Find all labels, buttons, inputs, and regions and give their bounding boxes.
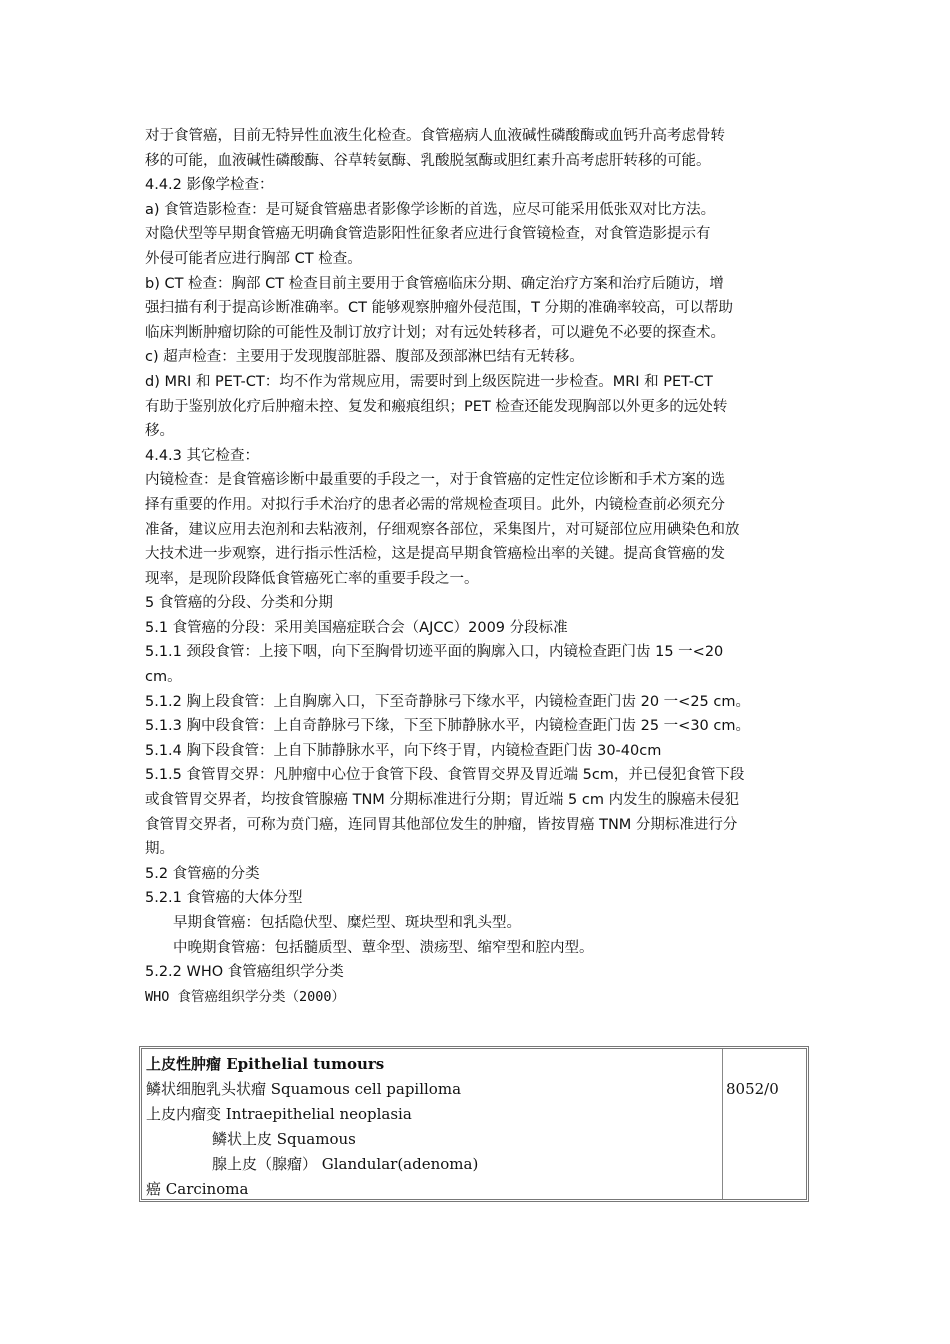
section-heading: 4.4.2 影像学检查：	[145, 177, 274, 194]
body-line: 5.1.2 胸上段食管：上自胸廓入口，下至奇静脉弓下缘水平，内镜检查距门齿 20 一<25 cm。	[145, 693, 750, 710]
table-cell-code	[726, 1152, 806, 1177]
column-divider	[722, 1049, 723, 1199]
body-line: a) 食管造影检查：是可疑食管癌患者影像学诊断的首选，应尽可能采用低张双对比方法。	[145, 201, 716, 218]
section-heading: 5.2.2 WHO 食管癌组织学分类	[145, 964, 344, 981]
body-line: 有助于鉴别放化疗后肿瘤未控、复发和瘢痕组织；PET 检查还能发现胸部以外更多的远处转	[145, 398, 728, 415]
body-line: 早期食管癌：包括隐伏型、糜烂型、斑块型和乳头型。	[173, 915, 521, 931]
table-cell-label: 腺上皮（腺瘤） Glandular(adenoma)	[212, 1155, 479, 1173]
body-line: 内镜检查：是食管癌诊断中最重要的手段之一，对于食管癌的定性定位诊断和手术方案的选	[145, 472, 725, 489]
body-line: 5.1.4 胸下段食管：上自下肺静脉水平，向下终于胃，内镜检查距门齿 30-40cm	[145, 742, 662, 759]
who-classification-table	[139, 1046, 809, 1202]
body-line: 择有重要的作用。对拟行手术治疗的患者必需的常规检查项目。此外，内镜检查前必须充分	[145, 496, 725, 513]
body-line: 或食管胃交界者，均按食管腺癌 TNM 分期标准进行分期；胃近端 5 cm 内发生的腺癌未侵犯	[145, 792, 740, 809]
body-line: 大技术进一步观察，进行指示性活检，这是提高早期食管癌检出率的关键。提高食管癌的发	[145, 546, 725, 563]
section-heading: 4.4.3 其它检查：	[145, 447, 260, 464]
body-line: 移。	[145, 423, 174, 440]
body-line: 中晚期食管癌：包括髓质型、蕈伞型、溃疡型、缩窄型和腔内型。	[173, 939, 594, 956]
body-line: 移的可能，血液碱性磷酸酶、谷草转氨酶、乳酸脱氢酶或胆红素升高考虑肝转移的可能。	[145, 152, 711, 169]
section-heading: 5.2.1 食管癌的大体分型	[145, 890, 303, 907]
table-cell-code	[726, 1102, 806, 1127]
body-line: 强扫描有利于提高诊断准确率。CT 能够观察肿瘤外侵范围，T 分期的准确率较高，可以帮助	[145, 300, 734, 317]
table-code-column	[726, 1052, 806, 1202]
body-line: 准备，建议应用去泡剂和去粘液剂，仔细观察各部位，采集图片，对可疑部位应用碘染色和放	[145, 521, 740, 538]
body-line: 期。	[145, 841, 174, 858]
body-line: 现率，是现阶段降低食管癌死亡率的重要手段之一。	[145, 570, 479, 587]
body-line: 对于食管癌，目前无特异性血液生化检查。食管癌病人血液碱性磷酸酶或血钙升高考虑骨转	[145, 128, 725, 144]
body-line: 对隐伏型等早期食管癌无明确食管造影阳性征象者应进行食管镜检查，对食管造影提示有	[145, 226, 711, 243]
body-line: 5.1.5 食管胃交界：凡肿瘤中心位于食管下段、食管胃交界及胃近端 5cm，并已侵犯食管下段	[145, 767, 745, 784]
table-cell-label: 癌 Carcinoma	[146, 1180, 249, 1198]
table-cell-code: 8052/0	[726, 1080, 779, 1098]
document-body	[145, 124, 810, 1009]
body-line: 5.1.1 颈段食管：上接下咽，向下至胸骨切迹平面的胸廓入口，内镜检查距门齿 15 一<20	[145, 644, 724, 661]
table-cell-label: 上皮性肿瘤 Epithelial tumours	[146, 1055, 385, 1073]
body-line: 食管胃交界者，可称为贲门癌，连同胃其他部位发生的肿瘤，皆按胃癌 TNM 分期标准进行分	[145, 816, 738, 833]
body-line: c) 超声检查：主要用于发现腹部脏器、腹部及颈部淋巴结有无转移。	[145, 349, 584, 366]
table-cell-code	[726, 1177, 806, 1202]
table-label-column	[146, 1052, 720, 1202]
body-line: d) MRI 和 PET-CT：均不作为常规应用，需要时到上级医院进一步检查。MRI 和 PET-CT	[145, 373, 713, 390]
table-cell-label: 上皮内瘤变 Intraepithelial neoplasia	[146, 1105, 412, 1123]
body-line: b) CT 检查：胸部 CT 检查目前主要用于食管癌临床分期、确定治疗方案和治疗后随访，增	[145, 275, 724, 292]
body-line: 临床判断肿瘤切除的可能性及制订放疗计划；对有远处转移者，可以避免不必要的探查术。	[145, 324, 725, 341]
body-line: 5.1 食管癌的分段：采用美国癌症联合会（AJCC）2009 分段标准	[145, 619, 568, 636]
body-line: 外侵可能者应进行胸部 CT 检查。	[145, 250, 362, 267]
table-cell-label: 鳞状细胞乳头状瘤 Squamous cell papilloma	[146, 1080, 462, 1098]
table-cell-label: 鳞状上皮 Squamous	[212, 1130, 356, 1148]
table-cell-code	[726, 1127, 806, 1152]
section-heading: 5.2 食管癌的分类	[145, 865, 260, 882]
chapter-heading: 5 食管癌的分段、分类和分期	[145, 595, 333, 612]
table-cell-code	[726, 1052, 806, 1077]
table-caption: WHO 食管癌组织学分类（2000）	[145, 988, 346, 1005]
body-line: cm。	[145, 669, 182, 686]
body-line: 5.1.3 胸中段食管：上自奇静脉弓下缘，下至下肺静脉水平，内镜检查距门齿 25 一<30 cm。	[145, 718, 750, 735]
